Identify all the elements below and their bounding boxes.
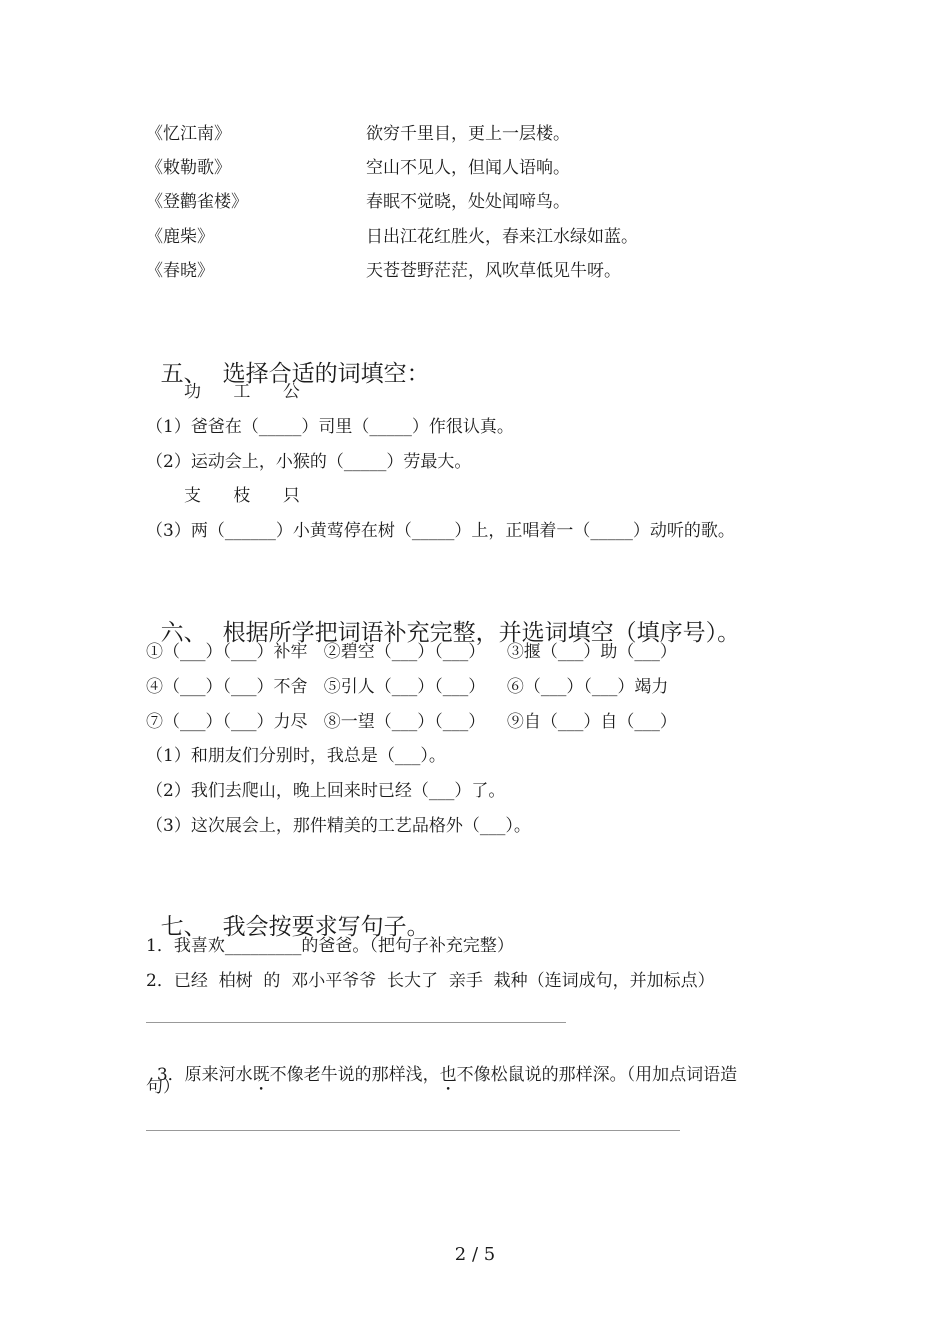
question	[146, 1039, 737, 1087]
section-number: 六、	[160, 620, 207, 646]
question: （3）两（______）小黄莺停在树（_____）上，正唱着一（_____）动听的歌。	[146, 521, 735, 541]
answer-line	[146, 1022, 566, 1023]
section-number: 七、	[160, 914, 207, 940]
idiom-row: ⑦（___）（___）力尽 ⑧一望（___）（___） ⑨自（___）自（___）	[146, 712, 677, 732]
poem-line: 春眠不觉晓，处处闻啼鸟。	[366, 192, 570, 212]
poem-title: 《鹿柴》	[146, 227, 214, 247]
poem-title: 《春晓》	[146, 261, 214, 281]
poem-line: 日出江花红胜火，春来江水绿如蓝。	[366, 227, 638, 247]
question-wrap: 句）	[146, 1077, 180, 1097]
word-choices: 支 枝 只	[184, 486, 300, 506]
dotted-word: 也	[439, 1065, 457, 1085]
question-text: 不像老牛说的那样浅，	[269, 1065, 440, 1085]
question-text: 不像松鼠说的那样深。（用加点词语造	[456, 1065, 738, 1085]
question: （1）和朋友们分别时，我总是（___）。	[146, 746, 446, 766]
question: 1．我喜欢_________的爸爸。（把句子补充完整）	[146, 936, 514, 956]
word-choices: 功 工 公	[184, 382, 300, 402]
idiom-row: ①（___）（___）补牢 ②碧空（___）（___） ③揠（___）助（___）	[146, 642, 677, 662]
idiom-row: ④（___）（___）不舍 ⑤引人（___）（___） ⑥（___）（___）竭力	[146, 677, 669, 697]
section-title: 我会按要求写句子。	[222, 914, 430, 940]
section-heading-7	[146, 882, 430, 942]
question-text: 3．原来河水	[156, 1065, 253, 1085]
poem-title: 《敕勒歌》	[146, 158, 231, 178]
poem-title: 《忆江南》	[146, 124, 231, 144]
question: （2）我们去爬山，晚上回来时已经（___）了。	[146, 781, 506, 801]
poem-title: 《登鹳雀楼》	[146, 192, 248, 212]
poem-line: 欲穷千里目，更上一层楼。	[366, 124, 570, 144]
section-heading-6	[146, 588, 740, 648]
section-number: 五、	[160, 361, 207, 387]
poem-line: 天苍苍野茫茫，风吹草低见牛呀。	[366, 261, 621, 281]
section-title: 根据所学把词语补充完整，并选词填空（填序号）。	[222, 620, 741, 646]
question: （2）运动会上，小猴的（_____）劳最大。	[146, 452, 472, 472]
page-number: 2 / 5	[454, 1244, 496, 1265]
poem-line: 空山不见人，但闻人语响。	[366, 158, 570, 178]
answer-line	[146, 1130, 680, 1131]
question: （3）这次展会上，那件精美的工艺品格外（___）。	[146, 816, 531, 836]
dotted-word: 既	[252, 1065, 270, 1085]
section-title: 选择合适的词填空：	[222, 361, 430, 387]
question: （1）爸爸在（_____）司里（_____）作很认真。	[146, 417, 514, 437]
question: 2．已经 柏树 的 邓小平爷爷 长大了 亲手 栽种（连词成句，并加标点）	[146, 971, 715, 991]
